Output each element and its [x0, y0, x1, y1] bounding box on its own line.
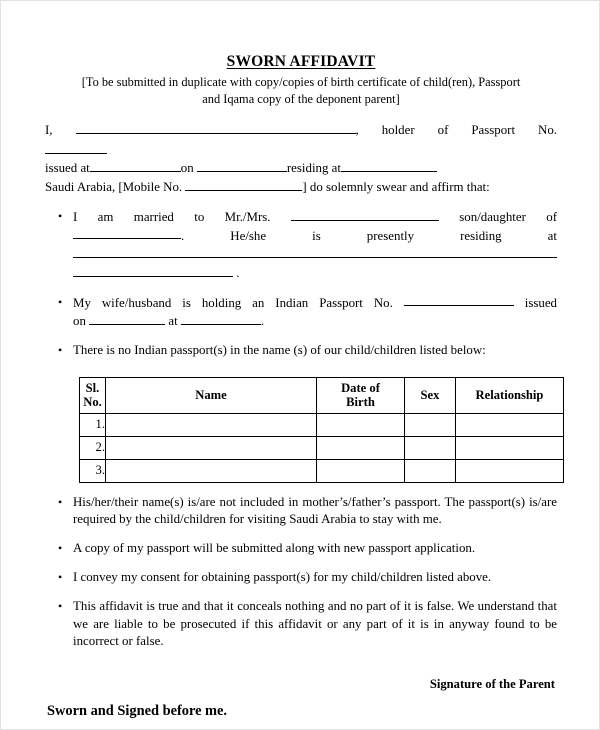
deponent-name-field[interactable] — [76, 121, 356, 134]
intro-line-2 — [45, 141, 557, 159]
cell-relationship[interactable] — [456, 436, 564, 459]
married-to-line-4 — [73, 264, 557, 283]
spouse-passport-line-1 — [73, 294, 557, 313]
cell-relationship[interactable] — [456, 413, 564, 436]
issued-on-field[interactable] — [197, 159, 287, 172]
intro-label-residing-at: residing at — [286, 160, 341, 175]
issued-at-field[interactable] — [90, 159, 181, 172]
married-to-end-period: . — [236, 265, 240, 280]
spouse-passport-on-label: on — [73, 314, 86, 329]
intro-line-4 — [45, 178, 557, 196]
declaration-bullets-bottom — [45, 494, 557, 652]
cell-dob[interactable] — [317, 436, 405, 459]
cell-relationship[interactable] — [456, 459, 564, 482]
spouse-passport-issued-label: issued — [524, 295, 557, 310]
column-header-dob-line2: Birth — [346, 395, 375, 410]
document-subtitle — [45, 74, 557, 107]
married-to-label: I am married to Mr./Mrs. — [73, 209, 271, 224]
spouse-passport-issued-at-field[interactable] — [181, 312, 261, 325]
subtitle-line-1: [To be submitted in duplicate with copy/copies of birth certificate of child(ren), Passport — [81, 75, 521, 90]
column-header-sl-no — [80, 377, 106, 413]
cell-sl-no: 2. — [80, 436, 106, 459]
subtitle-line-2: and Iqama copy of the deponent parent] — [202, 91, 400, 106]
table-header-row — [80, 377, 564, 413]
list-item-spouse-passport — [45, 294, 557, 331]
intro-label-i: I, — [45, 123, 53, 138]
spouse-address-field-1[interactable] — [73, 245, 557, 258]
heshe-residing-label: He/she is presently residing at — [230, 228, 557, 243]
cell-name[interactable] — [106, 459, 317, 482]
intro-paragraph — [45, 121, 557, 197]
column-header-sex: Sex — [405, 377, 456, 413]
spouse-passport-no-field[interactable] — [404, 294, 514, 307]
cell-sl-no: 3. — [80, 459, 106, 482]
married-to-line-2 — [73, 227, 557, 246]
spouse-parent-field[interactable] — [73, 227, 181, 240]
table-row — [80, 436, 564, 459]
intro-line-3 — [45, 159, 557, 177]
intro-label-holder: , holder of Passport No. — [355, 123, 557, 138]
married-to-line-3 — [73, 245, 557, 264]
cell-name[interactable] — [106, 436, 317, 459]
list-item-married-to — [45, 208, 557, 283]
list-item-passport-copy: • A copy of my passport will be submitted along with new passport application. — [45, 540, 557, 558]
spouse-passport-issued-on-field[interactable] — [89, 312, 165, 325]
spouse-address-field-2[interactable] — [73, 264, 233, 277]
table-row — [80, 459, 564, 482]
cell-sl-no: 1. — [80, 413, 106, 436]
page-title — [45, 53, 557, 70]
cell-sex[interactable] — [405, 436, 456, 459]
page-title-text: SWORN AFFIDAVIT — [226, 53, 376, 70]
spouse-passport-line-2 — [73, 312, 557, 331]
column-header-relationship: Relationship — [456, 377, 564, 413]
table-row — [80, 413, 564, 436]
mobile-no-field[interactable] — [185, 178, 302, 191]
column-header-dob-line1: Date of — [341, 381, 380, 396]
cell-sex[interactable] — [405, 413, 456, 436]
list-item-truth-declaration: • This affidavit is true and that it conceals nothing and no part of it is false. We understand that we are liable to be prosecuted if this affidavit or any part of it is in anyway found to be incorrect or false. — [45, 598, 557, 651]
children-table — [79, 377, 564, 483]
intro-label-on: on — [180, 160, 194, 175]
intro-label-swear: ] do solemnly swear and affirm that: — [302, 180, 490, 195]
married-to-period: . — [181, 228, 185, 243]
no-indian-passport-text: There is no Indian passport(s) in the name (s) of our child/children listed below: — [73, 342, 486, 357]
spouse-passport-label: My wife/husband is holding an Indian Passport No. — [73, 295, 393, 310]
document-content — [45, 1, 557, 720]
cell-sex[interactable] — [405, 459, 456, 482]
list-item-no-indian-passport — [45, 342, 557, 360]
spouse-name-field[interactable] — [291, 208, 439, 221]
cell-dob[interactable] — [317, 459, 405, 482]
cell-name[interactable] — [106, 413, 317, 436]
spouse-passport-at-label: at — [168, 314, 178, 329]
cell-dob[interactable] — [317, 413, 405, 436]
residing-at-field[interactable] — [341, 159, 437, 172]
intro-label-issued-at: issued at — [45, 160, 90, 175]
list-item-names-not-included: • His/her/their name(s) is/are not included in mother’s/father’s passport. The passport(s) is/are required by the child/children for visiting Saudi Arabia to stay with me. — [45, 494, 557, 530]
declaration-bullets-top — [45, 208, 557, 360]
sworn-and-signed-label: Sworn and Signed before me. — [47, 703, 228, 720]
column-header-sl-line1: Sl. — [85, 381, 100, 396]
signature-of-parent-label: Signature of the Parent — [429, 677, 555, 692]
passport-no-field[interactable] — [45, 141, 107, 154]
column-header-sl-line2: No. — [83, 395, 102, 410]
column-header-dob — [317, 377, 405, 413]
list-item-consent: • I convey my consent for obtaining passport(s) for my child/children listed above. — [45, 569, 557, 587]
table-body — [80, 413, 564, 482]
intro-label-mobile: Saudi Arabia, [Mobile No. — [45, 180, 183, 195]
married-to-line-1 — [73, 208, 557, 227]
intro-line-1 — [45, 121, 557, 139]
column-header-name: Name — [106, 377, 317, 413]
son-daughter-label: son/daughter of — [459, 209, 557, 224]
spouse-passport-period: . — [260, 314, 265, 329]
